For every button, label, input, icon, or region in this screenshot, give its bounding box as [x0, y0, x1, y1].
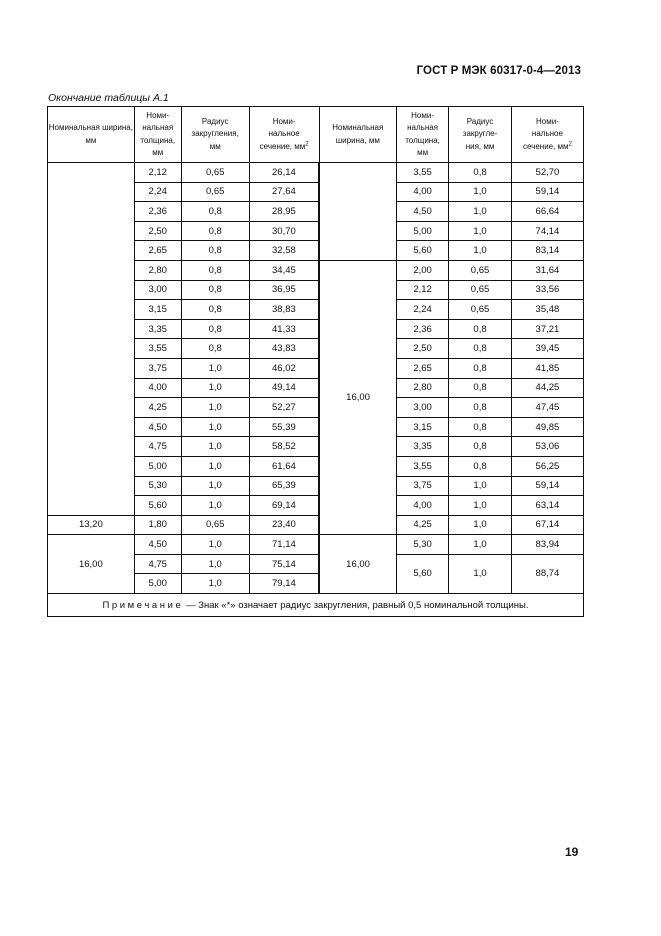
radius-cell: 1,0 [181, 574, 249, 594]
radius-cell: 1,0 [449, 221, 512, 241]
section-cell: 41,85 [511, 358, 583, 378]
col-header-section-sup: 2 [305, 141, 309, 148]
section-cell: 88,74 [511, 554, 583, 593]
thickness-cell: 5,00 [134, 574, 181, 594]
thickness-cell: 3,15 [396, 417, 448, 437]
col-header-thickness-2-line: толщина, [405, 135, 440, 145]
col-header-thickness-2-line: Номи- [411, 110, 434, 120]
thickness-cell: 2,00 [396, 260, 448, 280]
section-cell: 41,33 [249, 319, 319, 339]
section-cell: 69,14 [249, 496, 319, 516]
radius-cell: 1,0 [181, 496, 249, 516]
col-header-section-2-line: Номи- [536, 116, 559, 126]
section-cell: 38,83 [249, 300, 319, 320]
radius-cell: 0,8 [449, 456, 512, 476]
col-header-section-line: сечение, мм [259, 141, 306, 151]
thickness-cell: 3,35 [134, 319, 181, 339]
radius-cell: 1,0 [181, 378, 249, 398]
radius-cell: 0,8 [181, 202, 249, 222]
thickness-cell: 3,75 [396, 476, 448, 496]
col-header-section-line: нальное [268, 129, 300, 139]
radius-cell: 0,8 [181, 339, 249, 359]
col-header-thickness-line: нальная [142, 123, 174, 132]
thickness-cell: 3,55 [396, 456, 448, 476]
dimensions-table [47, 106, 584, 617]
section-cell: 49,85 [511, 417, 583, 437]
table-header-row [48, 107, 584, 163]
radius-cell: 1,0 [181, 437, 249, 457]
table-row [48, 535, 584, 555]
section-cell: 32,58 [249, 241, 319, 261]
note-row [48, 594, 584, 617]
thickness-cell: 1,80 [134, 515, 181, 535]
section-cell: 59,14 [511, 182, 583, 202]
col-header-radius-line: закругления, [191, 129, 239, 139]
radius-cell: 0,8 [181, 221, 249, 241]
section-cell: 56,25 [511, 456, 583, 476]
col-header-thickness-line: мм [152, 148, 164, 157]
section-cell: 65,39 [249, 476, 319, 496]
radius-cell: 0,8 [449, 417, 512, 437]
thickness-cell: 3,15 [134, 300, 181, 320]
radius-cell: 1,0 [449, 515, 512, 535]
radius-cell: 1,0 [181, 398, 249, 418]
thickness-cell: 4,00 [396, 182, 448, 202]
col-header-thickness-line: толщина, [140, 135, 176, 145]
radius-cell: 0,8 [449, 319, 512, 339]
section-cell: 58,52 [249, 437, 319, 457]
col-header-radius-line: Радиус [201, 116, 229, 126]
radius-cell: 0,8 [449, 163, 512, 183]
radius-cell: 0,8 [449, 398, 512, 418]
thickness-cell: 2,24 [134, 182, 181, 202]
col-header-radius-2-line: закругле- [462, 129, 498, 139]
radius-cell: 1,0 [449, 202, 512, 222]
thickness-cell: 4,25 [396, 515, 448, 535]
width-cell-empty [48, 163, 135, 516]
section-cell: 31,64 [511, 260, 583, 280]
thickness-cell: 4,00 [134, 378, 181, 398]
radius-cell: 0,8 [449, 358, 512, 378]
section-cell: 26,14 [249, 163, 319, 183]
thickness-cell: 3,00 [396, 398, 448, 418]
thickness-cell: 5,30 [396, 535, 448, 555]
radius-cell: 0,8 [181, 280, 249, 300]
section-cell: 37,21 [511, 319, 583, 339]
section-cell: 46,02 [249, 358, 319, 378]
section-cell: 49,14 [249, 378, 319, 398]
thickness-cell: 2,50 [396, 339, 448, 359]
width-cell-empty [319, 163, 396, 261]
thickness-cell: 4,75 [134, 437, 181, 457]
width-cell: 16,00 [48, 535, 135, 594]
col-header-section-2-sup: 2 [568, 141, 572, 148]
radius-cell: 0,8 [449, 339, 512, 359]
radius-cell: 0,8 [449, 378, 512, 398]
thickness-cell: 2,65 [134, 241, 181, 261]
radius-cell: 0,8 [181, 241, 249, 261]
section-cell: 52,70 [511, 163, 583, 183]
section-cell: 43,83 [249, 339, 319, 359]
col-header-radius-line: мм [209, 141, 221, 151]
thickness-cell: 2,24 [396, 300, 448, 320]
section-cell: 30,70 [249, 221, 319, 241]
page-number: 19 [565, 845, 579, 859]
width-cell: 16,00 [319, 535, 396, 594]
radius-cell: 0,8 [449, 437, 512, 457]
thickness-cell: 4,25 [134, 398, 181, 418]
radius-cell: 0,8 [181, 319, 249, 339]
width-cell: 16,00 [319, 260, 396, 534]
thickness-cell: 5,00 [134, 456, 181, 476]
thickness-cell: 5,60 [396, 554, 448, 593]
section-cell: 53,06 [511, 437, 583, 457]
radius-cell: 0,65 [449, 260, 512, 280]
section-cell: 63,14 [511, 496, 583, 516]
thickness-cell: 2,36 [396, 319, 448, 339]
radius-cell: 1,0 [181, 535, 249, 555]
width-cell: 13,20 [48, 515, 135, 535]
col-header-radius-2-line: ния, мм [465, 141, 495, 151]
radius-cell: 1,0 [449, 476, 512, 496]
col-header-thickness-line: Номи- [146, 110, 170, 120]
thickness-cell: 2,50 [134, 221, 181, 241]
section-cell: 27,64 [249, 182, 319, 202]
col-header-thickness-2 [396, 107, 448, 163]
radius-cell: 1,0 [181, 554, 249, 574]
radius-cell: 0,8 [181, 260, 249, 280]
section-cell: 66,64 [511, 202, 583, 222]
thickness-cell: 3,55 [396, 163, 448, 183]
thickness-cell: 3,00 [134, 280, 181, 300]
section-cell: 33,56 [511, 280, 583, 300]
thickness-cell: 4,75 [134, 554, 181, 574]
radius-cell: 0,8 [181, 300, 249, 320]
section-cell: 61,64 [249, 456, 319, 476]
thickness-cell: 3,35 [396, 437, 448, 457]
section-cell: 52,27 [249, 398, 319, 418]
thickness-cell: 4,50 [396, 202, 448, 222]
col-header-width-2: Номинальная ширина, мм [319, 107, 396, 163]
radius-cell: 0,65 [181, 515, 249, 535]
section-cell: 34,45 [249, 260, 319, 280]
col-header-radius-2 [449, 107, 512, 163]
section-cell: 67,14 [511, 515, 583, 535]
thickness-cell: 2,65 [396, 358, 448, 378]
radius-cell: 1,0 [181, 456, 249, 476]
radius-cell: 1,0 [181, 476, 249, 496]
section-cell: 83,14 [511, 241, 583, 261]
thickness-cell: 2,80 [396, 378, 448, 398]
col-header-section [249, 107, 319, 163]
section-cell: 79,14 [249, 574, 319, 594]
table-caption: Окончание таблицы А.1 [48, 92, 169, 104]
radius-cell: 1,0 [449, 241, 512, 261]
radius-cell: 1,0 [181, 358, 249, 378]
section-cell: 59,14 [511, 476, 583, 496]
radius-cell: 0,65 [449, 300, 512, 320]
col-header-thickness [134, 107, 181, 163]
radius-cell: 1,0 [449, 496, 512, 516]
section-cell: 71,14 [249, 535, 319, 555]
table-row [48, 163, 584, 183]
document-header: ГОСТ Р МЭК 60317-0-4—2013 [416, 65, 581, 77]
col-header-section-line: Номи- [272, 116, 296, 126]
note-label: Примечание [102, 599, 184, 611]
radius-cell: 1,0 [449, 535, 512, 555]
section-cell: 35,48 [511, 300, 583, 320]
col-header-section-2 [511, 107, 583, 163]
table-row [48, 515, 584, 535]
thickness-cell: 2,12 [134, 163, 181, 183]
radius-cell: 1,0 [181, 417, 249, 437]
section-cell: 55,39 [249, 417, 319, 437]
radius-cell: 1,0 [449, 182, 512, 202]
section-cell: 36,95 [249, 280, 319, 300]
note-text: — Знак «*» означает радиус закругления, равный 0,5 номинальной толщины. [183, 599, 529, 611]
thickness-cell: 5,30 [134, 476, 181, 496]
section-cell: 28,95 [249, 202, 319, 222]
thickness-cell: 2,36 [134, 202, 181, 222]
thickness-cell: 3,55 [134, 339, 181, 359]
thickness-cell: 3,75 [134, 358, 181, 378]
section-cell: 83,94 [511, 535, 583, 555]
thickness-cell: 4,00 [396, 496, 448, 516]
thickness-cell: 2,12 [396, 280, 448, 300]
col-header-thickness-2-line: нальная [407, 123, 439, 132]
section-cell: 44,25 [511, 378, 583, 398]
section-cell: 39,45 [511, 339, 583, 359]
thickness-cell: 5,60 [396, 241, 448, 261]
thickness-cell: 5,00 [396, 221, 448, 241]
thickness-cell: 4,50 [134, 417, 181, 437]
section-cell: 75,14 [249, 554, 319, 574]
radius-cell: 0,65 [181, 182, 249, 202]
thickness-cell: 2,80 [134, 260, 181, 280]
table-note [48, 594, 584, 617]
col-header-section-2-line: нальное [531, 129, 563, 139]
section-cell: 47,45 [511, 398, 583, 418]
col-header-width: Номинальная ширина, мм [48, 107, 135, 163]
section-cell: 74,14 [511, 221, 583, 241]
radius-cell: 0,65 [449, 280, 512, 300]
thickness-cell: 4,50 [134, 535, 181, 555]
thickness-cell: 5,60 [134, 496, 181, 516]
col-header-radius-2-line: Радиус [466, 116, 494, 126]
section-cell: 23,40 [249, 515, 319, 535]
col-header-thickness-2-line: мм [417, 148, 429, 157]
radius-cell: 0,65 [181, 163, 249, 183]
radius-cell: 1,0 [449, 554, 512, 593]
col-header-radius [181, 107, 249, 163]
col-header-section-2-line: сечение, мм [522, 141, 569, 151]
